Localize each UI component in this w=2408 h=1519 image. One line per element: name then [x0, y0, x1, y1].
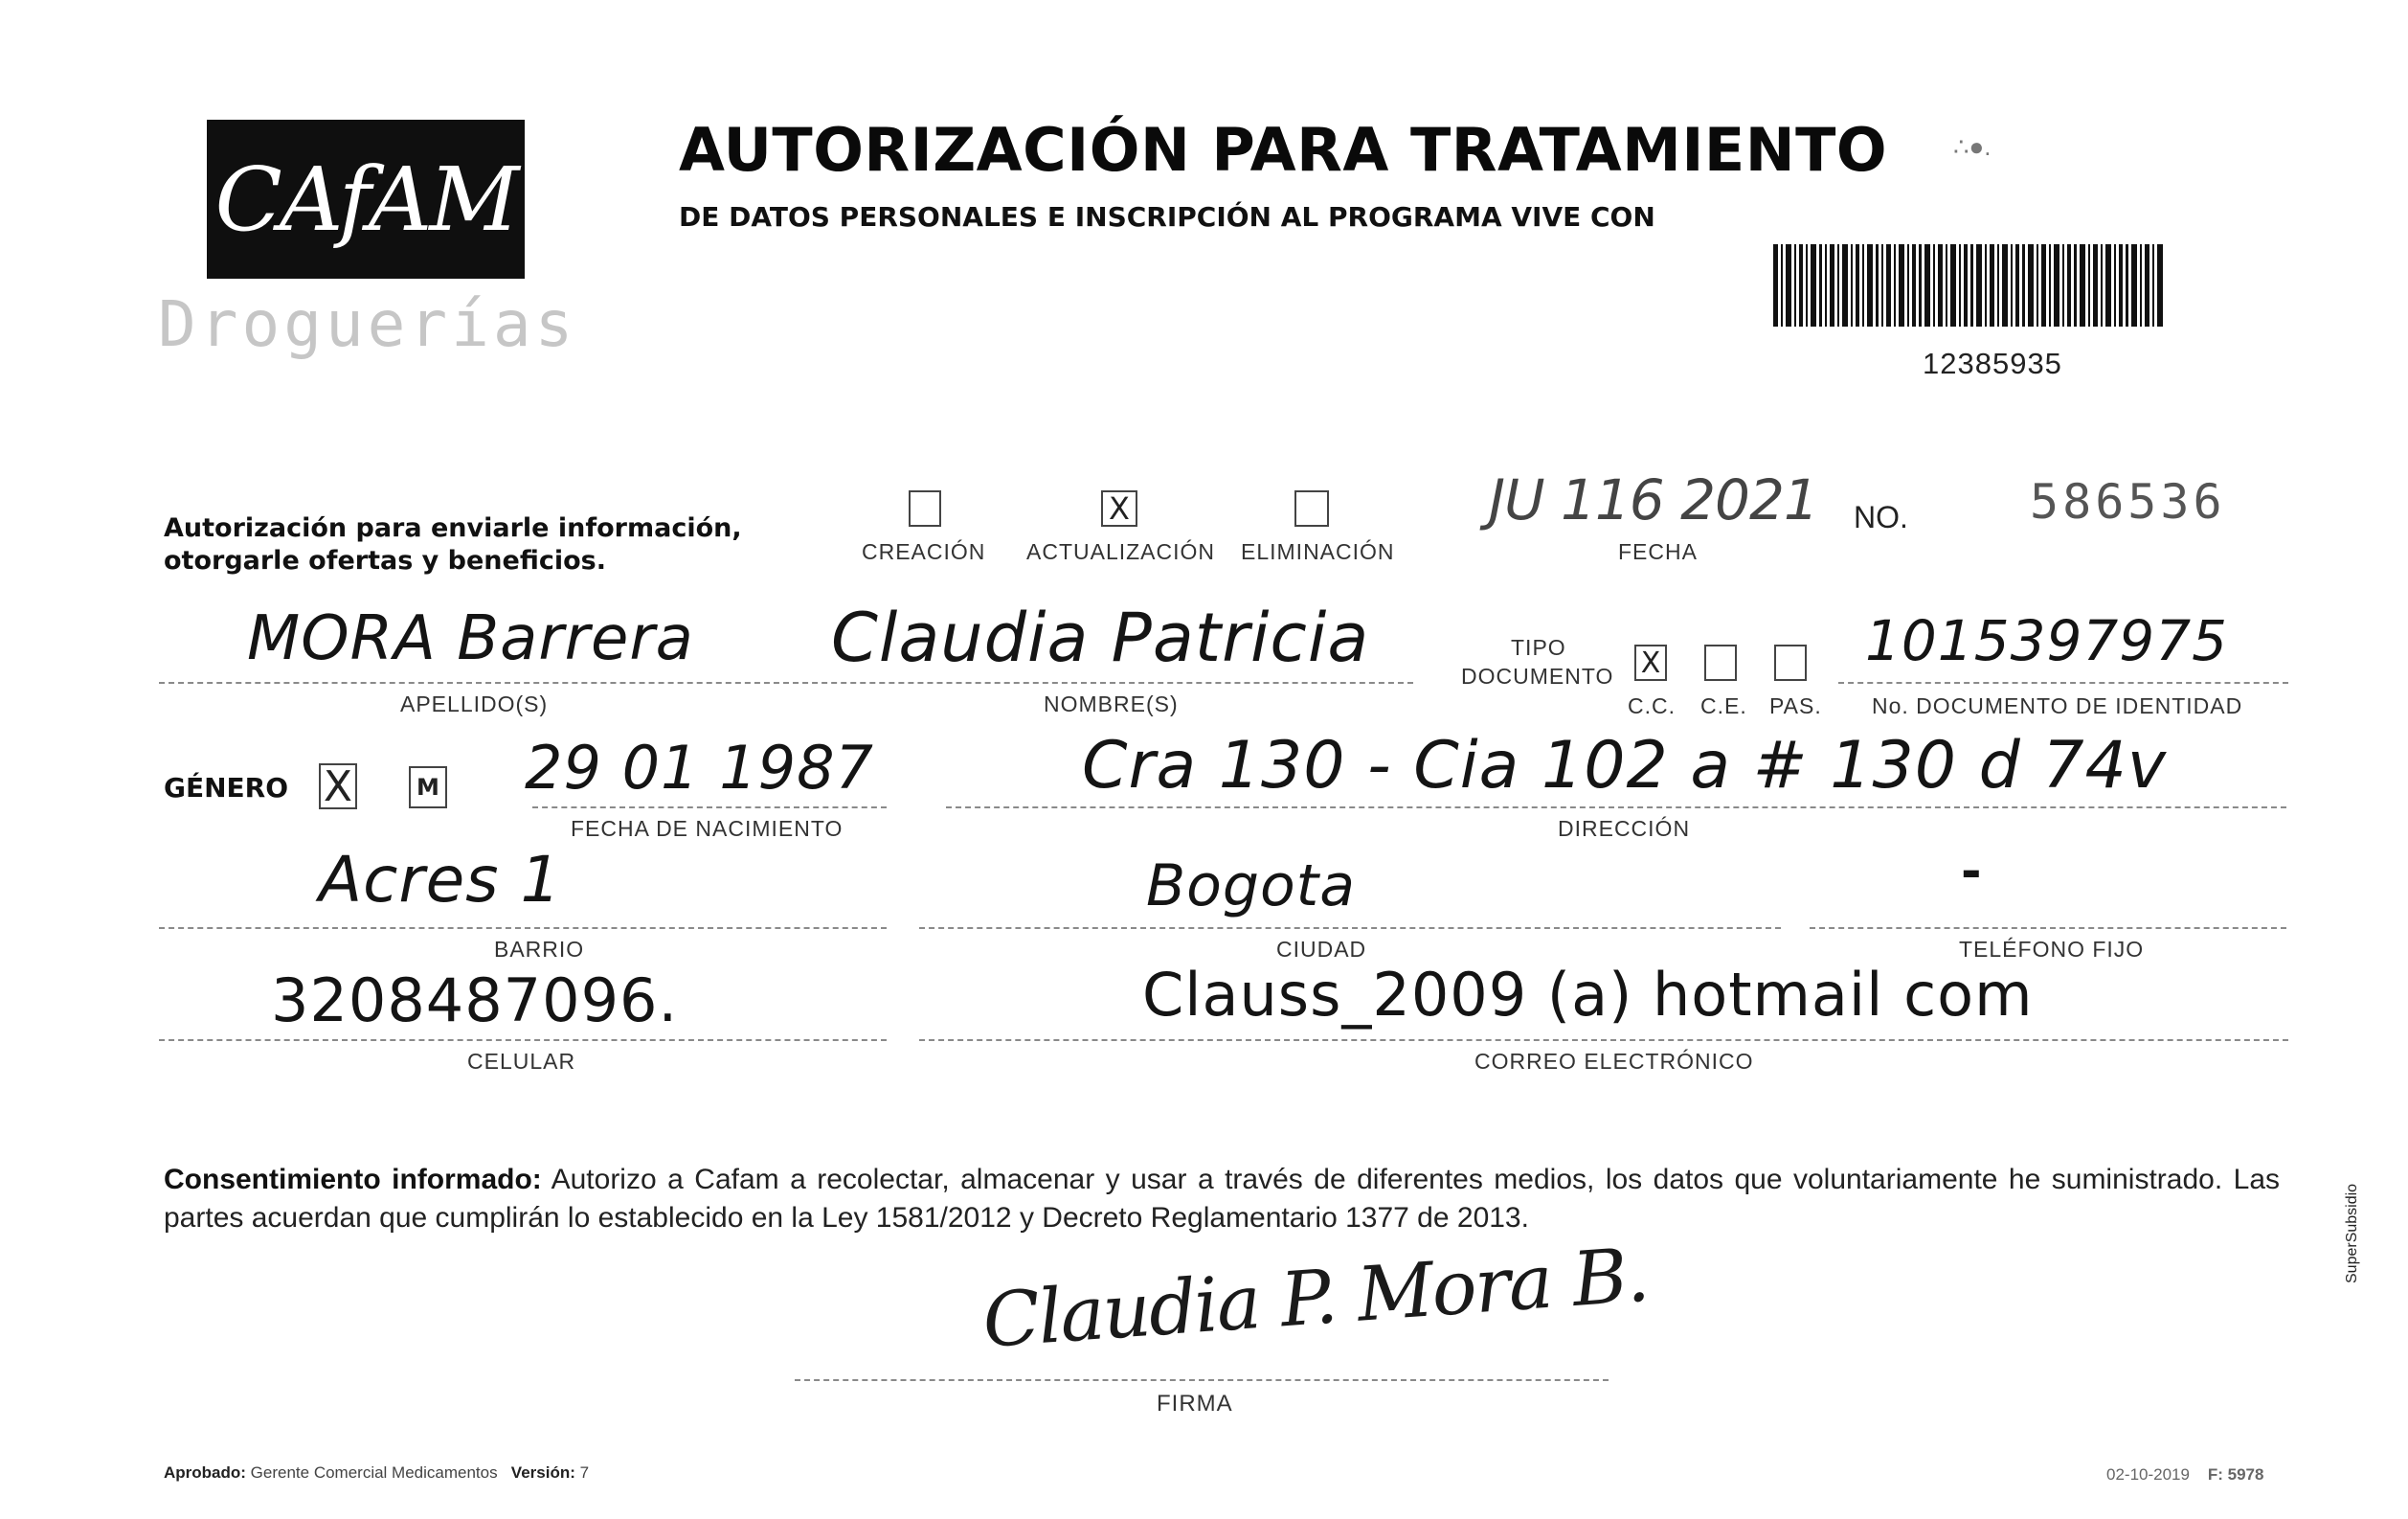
version-value: 7: [579, 1463, 590, 1482]
apellidos-label: APELLIDO(S): [400, 691, 549, 716]
form-title: AUTORIZACIÓN PARA TRATAMIENTO: [679, 115, 1888, 185]
stamp-smudge-icon: ∴●.: [1953, 132, 1992, 161]
cc-mark: X: [1640, 646, 1661, 680]
fecha-label: FECHA: [1618, 539, 1698, 564]
intro-line-2: otorgarle ofertas y beneficios.: [164, 546, 606, 576]
celular-underline: [159, 1039, 887, 1041]
direccion-label: DIRECCIÓN: [1558, 816, 1691, 841]
fecha-nacimiento-underline: [532, 806, 887, 808]
consent-text: Autorizo a Cafam a recolectar, almacenar y usar a través de diferentes medios, los datos que voluntariamente he suministrado. Las partes acuerdan que cumplirán lo establecido en la Ley 1581/2012 y Decreto Reglamentario 1377 de 2013.: [164, 1164, 2280, 1234]
nombres-label: NOMBRE(S): [1044, 691, 1179, 716]
firma-label: FIRMA: [1157, 1391, 1233, 1417]
nombres-value[interactable]: Claudia Patricia: [831, 599, 1370, 677]
form-number: 586536: [2030, 474, 2226, 530]
celular-label: CELULAR: [467, 1049, 576, 1074]
apellidos-value[interactable]: MORA Barrera: [247, 603, 694, 674]
ce-label: C.E.: [1700, 693, 1747, 718]
documento-number-label: No. DOCUMENTO DE IDENTIDAD: [1872, 693, 2243, 718]
genero-m-checkbox[interactable]: [409, 766, 447, 808]
tipo-label: TIPO: [1511, 635, 1566, 660]
fecha-nacimiento-value[interactable]: 29 01 1987: [525, 733, 874, 803]
eliminacion-checkbox[interactable]: [1294, 490, 1329, 527]
genero-f-mark: X: [323, 761, 353, 811]
telefono-label: TELÉFONO FIJO: [1959, 937, 2145, 962]
direccion-underline: [946, 806, 2286, 808]
ciudad-label: CIUDAD: [1276, 937, 1367, 962]
version-label: Versión:: [510, 1463, 575, 1482]
no-label: NO.: [1854, 500, 1908, 534]
ce-checkbox[interactable]: [1704, 645, 1737, 681]
form-subtitle: DE DATOS PERSONALES E INSCRIPCIÓN AL PROGRAMA VIVE CON: [679, 201, 1655, 233]
actualizacion-mark: X: [1109, 490, 1130, 527]
fecha-nacimiento-label: FECHA DE NACIMIENTO: [571, 816, 844, 841]
ciudad-underline: [919, 927, 1781, 929]
correo-underline: [919, 1039, 2288, 1041]
direccion-value[interactable]: Cra 130 - Cia 102 a # 130 d 74v: [1082, 728, 2168, 804]
names-underline: [159, 682, 1413, 684]
documento-value[interactable]: 1015397975: [1865, 608, 2229, 673]
consent-paragraph: [164, 1161, 2280, 1237]
genero-f-checkbox[interactable]: [319, 763, 357, 809]
footer-form-code: F: 5978: [2207, 1465, 2264, 1484]
actualizacion-checkbox[interactable]: [1101, 490, 1137, 527]
vertical-supersubsidio: [2344, 1184, 2361, 1283]
intro-line-1: Autorización para enviarle información,: [164, 513, 742, 543]
aprobado-value: Gerente Comercial Medicamentos: [250, 1463, 498, 1482]
pas-checkbox[interactable]: [1774, 645, 1807, 681]
correo-label: CORREO ELECTRÓNICO: [1474, 1049, 1754, 1074]
creacion-checkbox[interactable]: [909, 490, 941, 527]
barrio-label: BARRIO: [494, 937, 585, 962]
ciudad-value[interactable]: Bogota: [1146, 852, 1356, 919]
cc-label: C.C.: [1628, 693, 1676, 718]
supersubsidio-text: SuperSubsidio: [2344, 1183, 2360, 1283]
barrio-underline: [159, 927, 887, 929]
pas-label: PAS.: [1769, 693, 1822, 718]
actualizacion-label: ACTUALIZACIÓN: [1026, 539, 1216, 564]
barcode-number: 12385935: [1923, 347, 2062, 380]
telefono-underline: [1810, 927, 2286, 929]
documento-underline: [1838, 682, 2288, 684]
footer-date: 02-10-2019: [2106, 1465, 2190, 1484]
cc-checkbox[interactable]: [1634, 645, 1667, 681]
brand-subtitle: Droguerías: [158, 287, 577, 361]
consent-heading: Consentimiento informado:: [164, 1164, 542, 1195]
aprobado-label: Aprobado:: [164, 1463, 246, 1482]
documento-label: DOCUMENTO: [1461, 664, 1614, 689]
correo-value[interactable]: Clauss_2009 (a) hotmail com: [1142, 960, 2034, 1030]
logo-text: CAfAM: [214, 147, 517, 251]
intro-text: [164, 512, 742, 578]
footer-date-code: [2106, 1465, 2263, 1485]
genero-m-label: M: [416, 774, 439, 801]
cafam-logo: [207, 120, 525, 279]
telefono-value[interactable]: -: [1961, 843, 1983, 900]
signature: Claudia P. Mora B.: [979, 1232, 1651, 1365]
celular-value[interactable]: 3208487096.: [271, 965, 679, 1035]
fecha-value[interactable]: JU 116 2021: [1489, 467, 1818, 533]
barrio-value[interactable]: Acres 1: [319, 843, 562, 917]
barcode: [1773, 244, 2164, 327]
genero-label: GÉNERO: [164, 772, 289, 804]
creacion-label: CREACIÓN: [862, 539, 986, 564]
signature-underline: [795, 1379, 1609, 1381]
eliminacion-label: ELIMINACIÓN: [1241, 539, 1395, 564]
footer-approval: [164, 1463, 589, 1483]
